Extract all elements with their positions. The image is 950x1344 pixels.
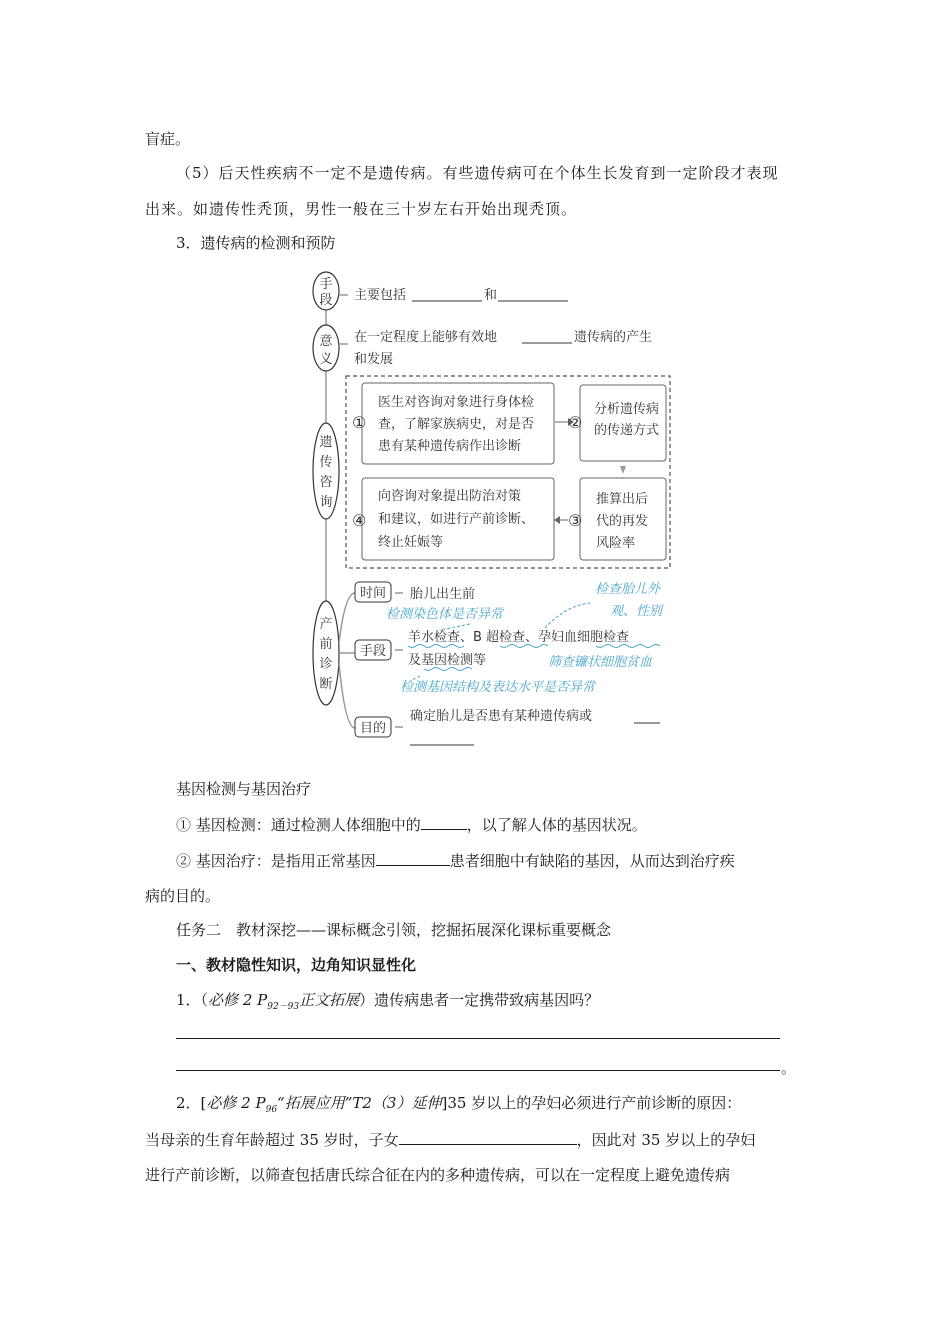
note-chromosome: 检测染色体是否异常 (386, 607, 504, 622)
svg-text:手段: 手段 (359, 644, 387, 659)
svg-text:询: 询 (319, 495, 333, 510)
gene-therapy-cont: 病的目的。 (145, 887, 221, 905)
note-appearance-2: 观、性别 (610, 604, 663, 619)
svg-text:遗: 遗 (319, 435, 333, 450)
section-heading: 3．遗传病的检测和预防 (176, 234, 336, 252)
svg-text:断: 断 (319, 677, 333, 692)
note-appearance-1: 检查胎儿外 (595, 582, 661, 597)
section1-heading: 一、教材隐性知识，边角知识显性化 (176, 956, 417, 974)
svg-text:段: 段 (319, 293, 333, 308)
svg-text:终止妊娠等: 终止妊娠等 (378, 535, 444, 550)
svg-text:医生对咨询对象进行身体检: 医生对咨询对象进行身体检 (378, 395, 535, 410)
svg-text:目的: 目的 (359, 721, 387, 736)
question-2: 2．[必修 2 $P_{96}“$拓展应用”T2（3）延伸]35 岁以上的孕妇必须进行产前诊断的原因： (176, 1094, 742, 1115)
svg-text:胎儿出生前: 胎儿出生前 (410, 587, 476, 602)
svg-text:和: 和 (484, 288, 498, 303)
svg-text:分析遗传病: 分析遗传病 (594, 402, 660, 417)
svg-text:患有某种遗传病作出诊断: 患有某种遗传病作出诊断 (378, 439, 522, 454)
note-sickle-cell: 筛查镰状细胞贫血 (548, 655, 653, 670)
gene-therapy: ② 基因治疗：是指用正常基因 患者细胞中有缺陷的基因，从而达到治疗疾 (176, 852, 735, 870)
svg-text:前: 前 (319, 637, 333, 652)
svg-text:时间: 时间 (359, 586, 387, 601)
svg-text:代的再发: 代的再发 (596, 514, 649, 529)
yiyi-text-1-pre: 在一定程度上能够有效地 (354, 330, 498, 345)
text-line: 出来。如遗传性秃顶，男性一般在三十岁左右开始出现秃顶。 (145, 200, 578, 218)
text-line: 盲症。 (145, 130, 191, 148)
shouduan-text: 主要包括 (354, 288, 407, 303)
svg-text:①: ① (352, 413, 367, 432)
task2-heading: 任务二 教材深挖——课标概念引领，挖掘拓展深化课标重要概念 (176, 921, 612, 939)
purpose-line1: 确定胎儿是否患有某种遗传病或 (410, 709, 593, 724)
question-1: 1．（必修 2 $P_{92-93}$正文拓展）遗传病患者一定携带致病基因吗？ (176, 991, 600, 1012)
svg-text:产: 产 (319, 617, 333, 632)
gene-title: 基因检测与基因治疗 (176, 780, 312, 798)
means-line1: 羊水检查、B 超检查、孕妇血细胞检查 (408, 630, 630, 645)
gene-detection: ① 基因检测：通过检测人体细胞中的 ，以了解人体的基因状况。 (176, 816, 647, 834)
text-line: （5）后天性疾病不一定不是遗传病。有些遗传病可在个体生长发育到一定阶段才表现 (176, 164, 779, 182)
svg-text:推算出后: 推算出后 (596, 492, 649, 507)
svg-text:咨: 咨 (319, 475, 333, 490)
shouduan-label: 手 (319, 277, 333, 292)
genetic-disease-diagram (300, 268, 700, 748)
svg-text:向咨询对象提出防治对策: 向咨询对象提出防治对策 (378, 489, 522, 504)
question-2-line3: 进行产前诊断，以筛查包括唐氏综合征在内的多种遗传病，可以在一定程度上避免遗传病 (145, 1166, 731, 1184)
yiyi-text-2: 和发展 (354, 352, 394, 367)
svg-text:意: 意 (319, 334, 333, 349)
svg-text:③: ③ (568, 511, 583, 530)
answer-line-2[interactable] (176, 1070, 780, 1071)
yiyi-text-1-post: 遗传病的产生 (574, 330, 653, 345)
svg-text:的传递方式: 的传递方式 (594, 423, 660, 438)
svg-text:义: 义 (319, 352, 333, 367)
svg-text:风险率: 风险率 (596, 536, 636, 551)
means-line2: 及基因检测等 (408, 653, 487, 668)
svg-text:和建议，如进行产前诊断、: 和建议，如进行产前诊断、 (378, 512, 535, 527)
svg-text:诊: 诊 (319, 657, 333, 672)
svg-text:传: 传 (319, 455, 333, 470)
svg-text:查，了解家族病史，对是否: 查，了解家族病史，对是否 (378, 417, 535, 432)
note-gene-structure: 检测基因结构及表达水平是否异常 (400, 680, 596, 695)
answer-end: 。 (781, 1059, 797, 1077)
question-2-line2: 当母亲的生育年龄超过 35 岁时，子女 ，因此对 35 岁以上的孕妇 (145, 1131, 756, 1149)
svg-text:④: ④ (352, 511, 367, 530)
answer-line-1[interactable] (176, 1038, 780, 1039)
svg-text:②: ② (568, 413, 583, 432)
